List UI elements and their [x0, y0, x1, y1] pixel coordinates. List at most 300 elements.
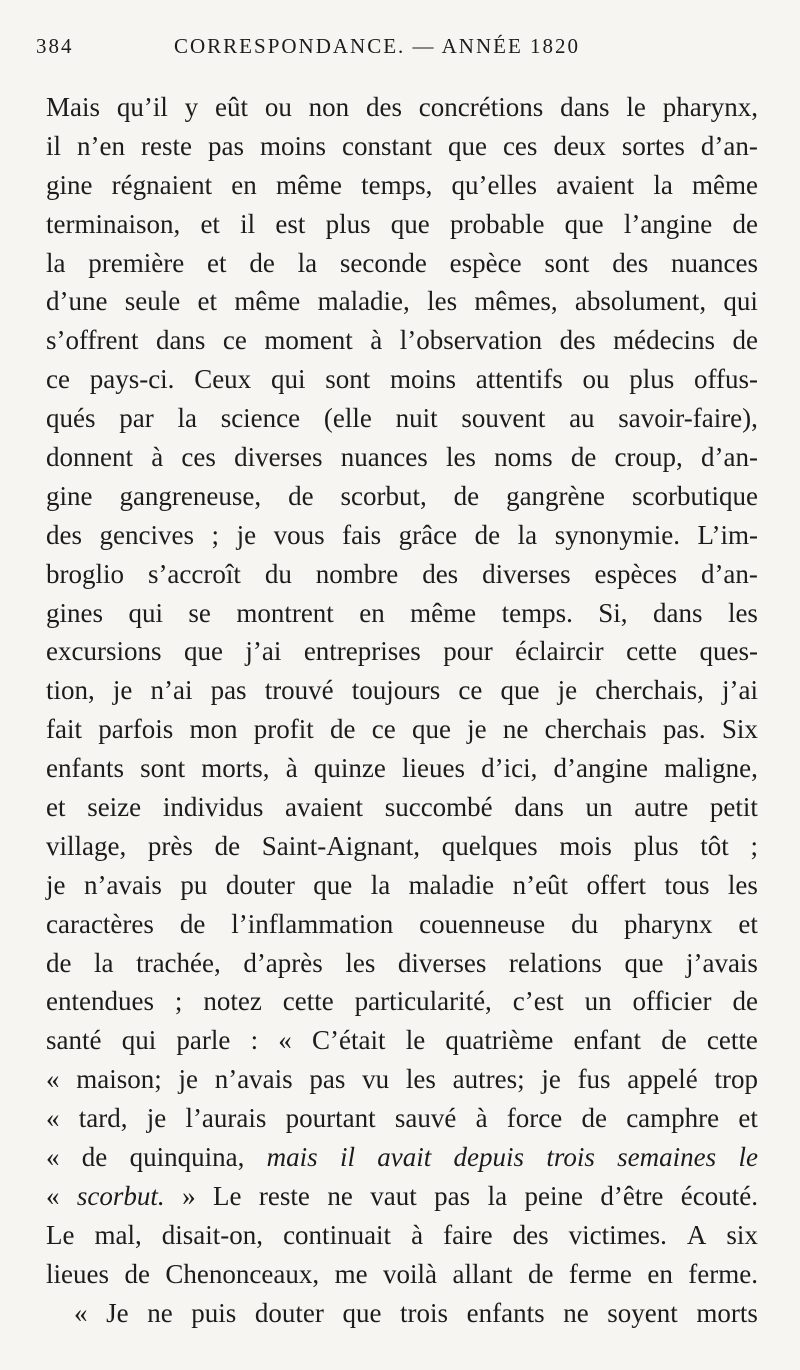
word: des — [512, 1219, 549, 1250]
word: puis — [191, 1297, 237, 1328]
word: lieues — [46, 1258, 109, 1289]
word: depuis — [453, 1142, 525, 1173]
word: des — [612, 247, 649, 278]
body-text — [46, 88, 758, 1333]
word: cette — [706, 1025, 758, 1056]
word: des — [46, 519, 82, 550]
word: de — [732, 325, 758, 356]
word: relations — [508, 947, 602, 978]
word: j’avais — [685, 947, 758, 978]
word: peine — [524, 1180, 583, 1211]
word: force — [506, 1103, 563, 1134]
word: dans — [653, 597, 703, 628]
word: douter — [254, 1297, 324, 1328]
word: mais — [266, 1142, 318, 1173]
word: A — [686, 1219, 707, 1250]
text-line — [46, 632, 758, 671]
word: du — [571, 908, 599, 939]
word: de — [329, 714, 356, 745]
word: que — [411, 714, 451, 745]
word: que — [313, 869, 353, 900]
word: par — [119, 403, 154, 434]
text-line — [46, 944, 758, 983]
word: qui — [128, 597, 163, 628]
word: attentifs — [475, 364, 563, 395]
word: mal, — [94, 1219, 142, 1250]
word: d’angine — [553, 753, 648, 784]
word: petit — [709, 792, 758, 823]
word: que — [624, 947, 664, 978]
word: que — [564, 208, 604, 239]
word: savoir-faire), — [618, 403, 758, 434]
word: de — [288, 480, 314, 511]
word: seule — [124, 286, 181, 317]
text-line — [46, 477, 758, 516]
word: entendues — [46, 986, 154, 1017]
word: près — [147, 830, 193, 861]
word: première — [88, 247, 185, 278]
word: même — [234, 286, 301, 317]
word: (elle — [323, 403, 372, 434]
text-line — [46, 321, 758, 360]
running-head: CORRESPONDANCE. — ANNÉE 1820 — [174, 34, 581, 58]
word: camphre — [626, 1103, 720, 1134]
word: pas — [309, 1064, 346, 1095]
word: ; — [750, 830, 758, 861]
word: la — [94, 947, 114, 978]
word: en — [231, 169, 257, 200]
word: mêmes, — [474, 286, 558, 317]
text-line — [46, 1294, 758, 1333]
word: reste — [258, 1180, 310, 1211]
text-line — [46, 399, 758, 438]
text-line — [46, 1138, 758, 1177]
word: de — [527, 1258, 554, 1289]
word: donnent — [46, 442, 133, 473]
word: plus — [325, 208, 371, 239]
word: cherchais, — [595, 675, 704, 706]
word: Ceux — [194, 364, 252, 395]
word: un — [584, 986, 612, 1017]
word: un — [585, 792, 613, 823]
word: n’eût — [512, 869, 569, 900]
word: gine — [46, 480, 93, 511]
word: le — [738, 1142, 758, 1173]
word: à — [411, 1219, 424, 1250]
word: qui — [270, 364, 306, 395]
word: scorbut, — [340, 480, 427, 511]
word: diverses — [234, 442, 323, 473]
word: pharynx — [624, 908, 713, 939]
word: croup, — [614, 442, 683, 473]
word: ces — [181, 442, 216, 473]
text-line — [46, 827, 758, 866]
word: cette — [626, 636, 678, 667]
word: le — [405, 1025, 426, 1056]
word: se — [188, 597, 211, 628]
word: j’ai — [721, 675, 758, 706]
word: « — [46, 1103, 60, 1134]
word: pas. — [662, 714, 706, 745]
word: parle — [176, 1025, 231, 1056]
word: gine — [46, 169, 93, 200]
word: que — [342, 1297, 382, 1328]
word: même — [275, 169, 342, 200]
word: toujours — [351, 675, 441, 706]
word: moment — [264, 325, 353, 356]
word: et — [738, 908, 758, 939]
word: synonymie. — [554, 519, 680, 550]
text-line — [46, 205, 758, 244]
word: temps, — [361, 169, 433, 200]
word: scorbut. — [76, 1180, 165, 1211]
word: Si, — [598, 597, 628, 628]
word: dans — [155, 325, 206, 356]
word: individus — [162, 792, 264, 823]
word: je — [557, 675, 578, 706]
word: qui — [723, 286, 758, 317]
word: fait — [46, 714, 82, 745]
word: excursions — [46, 636, 162, 667]
word: offus- — [693, 364, 758, 395]
word: couenneuse — [419, 908, 546, 939]
word: « — [46, 1142, 60, 1173]
word: Mais — [46, 92, 100, 122]
word: moins — [259, 130, 326, 161]
word: fus — [577, 1064, 611, 1095]
word: n’avais — [83, 869, 162, 900]
text-line — [46, 1021, 758, 1060]
word: seconde — [339, 247, 427, 278]
word: que — [390, 208, 430, 239]
word: : — [250, 1025, 259, 1056]
word: l’aurais — [185, 1103, 267, 1134]
word: gines — [46, 597, 103, 628]
word: l’angine — [623, 208, 713, 239]
word: de — [570, 442, 597, 473]
word: de — [46, 947, 72, 978]
word: science — [220, 403, 301, 434]
word: tard, — [78, 1103, 128, 1134]
word: de — [214, 830, 241, 861]
word: quinquina, — [129, 1142, 245, 1173]
word: qu’il — [116, 92, 168, 122]
text-line — [46, 1216, 758, 1255]
word: pas — [207, 130, 244, 161]
word: à — [370, 325, 383, 356]
word: Six — [721, 714, 758, 745]
word: de — [124, 1258, 150, 1289]
word: d’après — [243, 947, 323, 978]
word: je — [178, 1064, 198, 1095]
word: nuances — [671, 247, 758, 278]
word: entreprises — [303, 636, 421, 667]
word: et — [207, 247, 227, 278]
word: reste — [141, 130, 192, 161]
word: notez — [203, 986, 262, 1017]
word: victimes. — [568, 1219, 667, 1250]
word: maligne, — [664, 753, 758, 784]
word: diverses — [482, 558, 571, 589]
word: de — [81, 1142, 108, 1173]
word: y — [184, 92, 199, 122]
word: me — [334, 1258, 368, 1289]
word: d’an- — [700, 558, 758, 589]
word: dans — [514, 792, 564, 823]
word: soyent — [607, 1297, 678, 1328]
word: la — [517, 519, 538, 550]
word: quelques — [441, 830, 538, 861]
word: maladie, — [317, 286, 410, 317]
word: « — [278, 1025, 292, 1056]
word: le — [626, 92, 646, 122]
word: continuait — [283, 1219, 392, 1250]
word: en — [647, 1258, 673, 1289]
word: enfants — [466, 1297, 545, 1328]
word: d’an- — [700, 442, 758, 473]
word: L’im- — [697, 519, 758, 550]
word: gencives — [99, 519, 194, 550]
word: et — [200, 208, 220, 239]
text-line — [46, 127, 758, 166]
word: fais — [342, 519, 382, 550]
word: ce — [46, 364, 70, 395]
word: maladie — [408, 869, 495, 900]
word: et — [46, 792, 66, 823]
text-line — [46, 166, 758, 205]
text-line — [46, 594, 758, 633]
word: de — [249, 247, 275, 278]
word: que — [183, 636, 223, 667]
word: appelé — [627, 1064, 698, 1095]
word: allant — [452, 1258, 513, 1289]
word: semaines — [617, 1142, 717, 1173]
word: pas — [210, 675, 247, 706]
word: l’observation — [399, 325, 543, 356]
word: ne — [502, 714, 529, 745]
word: vaut — [370, 1180, 417, 1211]
word: ou — [264, 92, 292, 122]
word: Je — [106, 1297, 129, 1328]
word: quatrième — [445, 1025, 554, 1056]
word: la — [653, 169, 673, 200]
word: gangrène — [506, 480, 606, 511]
word: d’an- — [700, 130, 758, 161]
word: enfant — [573, 1025, 642, 1056]
word: broglio — [46, 558, 124, 589]
word: que — [447, 130, 487, 161]
word: autre — [634, 792, 689, 823]
word: moins — [389, 364, 456, 395]
word: Le — [213, 1180, 242, 1211]
word: ces — [502, 130, 538, 161]
word: de — [661, 1025, 687, 1056]
word: » — [182, 1180, 196, 1211]
word: avaient — [285, 792, 364, 823]
word: pays-ci. — [89, 364, 175, 395]
word: enfants — [46, 753, 124, 784]
word: voilà — [383, 1258, 438, 1289]
word: n’avais — [214, 1064, 293, 1095]
word: de — [732, 208, 758, 239]
word: n’ai — [150, 675, 193, 706]
word: constant — [341, 130, 432, 161]
word: particularité, — [354, 986, 492, 1017]
word: montrent — [236, 597, 334, 628]
word: pourtant — [285, 1103, 376, 1134]
word: succombé — [384, 792, 493, 823]
word: qui — [121, 1025, 157, 1056]
word: ne — [563, 1297, 589, 1328]
word: de — [179, 908, 206, 939]
word: les — [727, 597, 758, 628]
word: il — [46, 130, 62, 161]
word: scorbutique — [631, 480, 758, 511]
word: nombre — [315, 558, 399, 589]
word: « — [46, 1064, 60, 1095]
word: les — [345, 947, 376, 978]
word: c’est — [512, 986, 564, 1017]
word: parfois — [98, 714, 174, 745]
word: trois — [546, 1142, 595, 1173]
word: Saint-Aignant, — [261, 830, 420, 861]
word: nuit — [395, 403, 438, 434]
word: gangreneuse, — [119, 480, 262, 511]
word: officier — [632, 986, 712, 1017]
word: ce — [458, 675, 483, 706]
word: n’en — [77, 130, 125, 161]
word: deux — [553, 130, 606, 161]
word: médecins — [613, 325, 716, 356]
word: terminaison, — [46, 208, 181, 239]
word: ; — [174, 986, 183, 1017]
word: mon — [189, 714, 238, 745]
word: d’une — [46, 286, 108, 317]
word: absolument, — [574, 286, 707, 317]
word: et — [197, 286, 218, 317]
text-line — [46, 1177, 758, 1216]
word: grâce — [398, 519, 458, 550]
word: à — [475, 1103, 488, 1134]
text-line — [46, 671, 758, 710]
word: ne — [327, 1180, 353, 1211]
word: morts — [696, 1297, 758, 1328]
text-line — [46, 88, 758, 127]
word: qu’elles — [451, 169, 538, 200]
word: Chenonceaux, — [165, 1258, 320, 1289]
word: dans — [560, 92, 610, 122]
word: « — [46, 1180, 60, 1211]
word: même — [410, 597, 477, 628]
word: tous — [664, 869, 710, 900]
word: ne — [147, 1297, 173, 1328]
word: est — [275, 208, 306, 239]
word: des — [365, 92, 402, 122]
word: douter — [225, 869, 295, 900]
word: lieues — [402, 753, 465, 784]
text-line — [46, 360, 758, 399]
word: la — [297, 247, 318, 278]
word: je — [46, 869, 66, 900]
word: pu — [180, 869, 208, 900]
word: il — [240, 208, 256, 239]
word: je — [541, 1064, 561, 1095]
word: je — [467, 714, 487, 745]
word: trop — [714, 1064, 758, 1095]
word: plus — [629, 364, 675, 395]
text-line — [46, 1099, 758, 1138]
word: il — [339, 1142, 355, 1173]
word: écouté. — [680, 1180, 758, 1211]
word: diverses — [397, 947, 487, 978]
word: nuances — [340, 442, 428, 473]
word: les — [727, 869, 758, 900]
word: non — [308, 92, 350, 122]
word: avaient — [556, 169, 635, 200]
word: trachée, — [136, 947, 221, 978]
word: les — [427, 286, 458, 317]
word: profit — [253, 714, 314, 745]
word: tion, — [46, 675, 95, 706]
word: sortes — [621, 130, 685, 161]
word: que — [500, 675, 540, 706]
text-line — [46, 866, 758, 905]
word: à — [151, 442, 164, 473]
word: autres; — [452, 1064, 525, 1095]
word: l’inflammation — [231, 908, 394, 939]
word: trois — [400, 1297, 449, 1328]
word: espèce — [449, 247, 522, 278]
word: quinze — [313, 753, 386, 784]
text-line — [46, 710, 758, 749]
text-line — [46, 516, 758, 555]
word: pharynx, — [662, 92, 758, 122]
word: trouvé — [264, 675, 334, 706]
word: morts, — [201, 753, 270, 784]
word: eût — [214, 92, 248, 122]
word: en — [359, 597, 385, 628]
word: probable — [449, 208, 545, 239]
word: je — [146, 1103, 167, 1134]
word: noms — [494, 442, 553, 473]
word: des — [559, 325, 596, 356]
text-line — [46, 749, 758, 788]
word: six — [726, 1219, 758, 1250]
word: s’accroît — [147, 558, 241, 589]
word: cherchais — [544, 714, 647, 745]
word: maison; — [76, 1064, 162, 1095]
text-line — [46, 788, 758, 827]
word: ce — [371, 714, 396, 745]
word: pour — [443, 636, 493, 667]
word: seize — [87, 792, 142, 823]
word: de — [474, 519, 501, 550]
text-line — [46, 1255, 758, 1294]
word: éclaircir — [515, 636, 604, 667]
word: ; — [211, 519, 220, 550]
word: au — [569, 403, 595, 434]
word: la — [177, 403, 197, 434]
word: « — [74, 1297, 88, 1328]
word: et — [738, 1103, 758, 1134]
word: offert — [586, 869, 646, 900]
word: cette — [282, 986, 334, 1017]
word: concrétions — [418, 92, 544, 122]
word: les — [445, 442, 476, 473]
word: même — [692, 169, 758, 200]
word: la — [370, 869, 391, 900]
word: la — [487, 1180, 508, 1211]
